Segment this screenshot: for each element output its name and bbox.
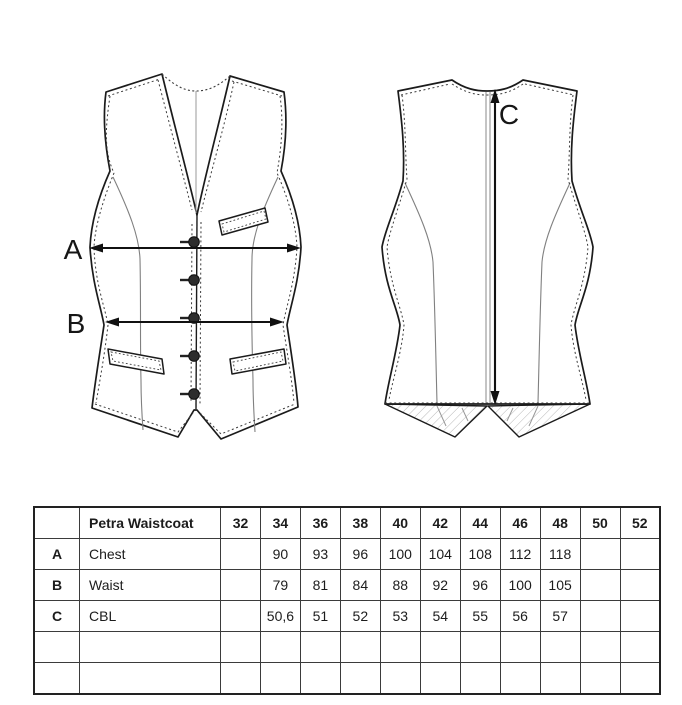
size-value-cell — [221, 601, 261, 632]
size-value-cell — [580, 663, 620, 695]
size-value-cell — [460, 632, 500, 663]
size-table-row — [34, 663, 660, 695]
size-value-cell — [340, 663, 380, 695]
measurement-name-cell: CBL — [80, 601, 221, 632]
size-table-row — [34, 570, 660, 601]
size-value-cell: 100 — [380, 539, 420, 570]
front-backneck-stitch — [162, 74, 230, 91]
measurement-name-cell: Waist — [80, 570, 221, 601]
size-header-cell — [34, 507, 80, 539]
size-value-cell — [620, 601, 660, 632]
size-value-cell — [420, 632, 460, 663]
size-table-section — [33, 506, 661, 695]
size-value-cell — [500, 632, 540, 663]
size-value-cell — [580, 632, 620, 663]
size-value-cell: 93 — [300, 539, 340, 570]
size-header-cell: Petra Waistcoat — [80, 507, 221, 539]
size-table-header-row — [34, 507, 660, 539]
size-table — [33, 506, 661, 695]
size-value-cell — [500, 663, 540, 695]
size-value-cell: 104 — [420, 539, 460, 570]
measurement-name-cell — [80, 663, 221, 695]
size-table-row — [34, 601, 660, 632]
size-header-cell: 46 — [500, 507, 540, 539]
size-header-cell: 42 — [420, 507, 460, 539]
size-value-cell: 84 — [340, 570, 380, 601]
size-value-cell — [300, 632, 340, 663]
size-value-cell: 105 — [540, 570, 580, 601]
size-header-cell: 44 — [460, 507, 500, 539]
size-value-cell: 53 — [380, 601, 420, 632]
size-header-cell: 52 — [620, 507, 660, 539]
measurement-label-b: B — [66, 308, 86, 339]
size-value-cell — [620, 632, 660, 663]
size-value-cell: 79 — [260, 570, 300, 601]
size-value-cell: 56 — [500, 601, 540, 632]
size-value-cell: 96 — [460, 570, 500, 601]
measurement-label-c: C — [498, 99, 520, 130]
size-value-cell: 88 — [380, 570, 420, 601]
size-value-cell — [620, 539, 660, 570]
row-letter-cell — [34, 632, 80, 663]
size-value-cell: 51 — [300, 601, 340, 632]
front-view — [64, 74, 301, 439]
size-value-cell — [300, 663, 340, 695]
size-value-cell: 81 — [300, 570, 340, 601]
size-header-cell: 36 — [300, 507, 340, 539]
size-value-cell — [460, 663, 500, 695]
size-value-cell — [580, 539, 620, 570]
size-table-row — [34, 632, 660, 663]
size-value-cell — [221, 632, 261, 663]
size-value-cell — [620, 663, 660, 695]
size-value-cell — [580, 570, 620, 601]
size-value-cell: 112 — [500, 539, 540, 570]
row-letter-cell: A — [34, 539, 80, 570]
size-value-cell — [260, 663, 300, 695]
size-value-cell: 96 — [340, 539, 380, 570]
size-value-cell: 92 — [420, 570, 460, 601]
size-value-cell — [380, 663, 420, 695]
size-header-cell: 50 — [580, 507, 620, 539]
size-value-cell: 57 — [540, 601, 580, 632]
size-table-row — [34, 539, 660, 570]
back-hem-points — [385, 404, 590, 437]
size-value-cell: 54 — [420, 601, 460, 632]
size-value-cell — [420, 663, 460, 695]
row-letter-cell — [34, 663, 80, 695]
measurement-label-a: A — [63, 234, 83, 265]
size-value-cell: 100 — [500, 570, 540, 601]
size-value-cell — [580, 601, 620, 632]
size-value-cell: 90 — [260, 539, 300, 570]
size-header-cell: 32 — [221, 507, 261, 539]
size-value-cell — [340, 632, 380, 663]
measurement-name-cell: Chest — [80, 539, 221, 570]
size-value-cell — [540, 663, 580, 695]
size-value-cell: 50,6 — [260, 601, 300, 632]
size-value-cell: 52 — [340, 601, 380, 632]
size-value-cell — [380, 632, 420, 663]
size-value-cell — [260, 632, 300, 663]
size-value-cell — [620, 570, 660, 601]
size-header-cell: 48 — [540, 507, 580, 539]
size-value-cell: 55 — [460, 601, 500, 632]
back-view — [382, 80, 593, 437]
size-value-cell: 108 — [460, 539, 500, 570]
size-value-cell: 118 — [540, 539, 580, 570]
size-value-cell — [221, 570, 261, 601]
size-header-cell: 34 — [260, 507, 300, 539]
measurement-name-cell — [80, 632, 221, 663]
row-letter-cell: B — [34, 570, 80, 601]
size-value-cell — [540, 632, 580, 663]
back-outline — [382, 80, 593, 404]
size-value-cell — [221, 539, 261, 570]
row-letter-cell: C — [34, 601, 80, 632]
size-value-cell — [221, 663, 261, 695]
size-header-cell: 40 — [380, 507, 420, 539]
size-header-cell: 38 — [340, 507, 380, 539]
